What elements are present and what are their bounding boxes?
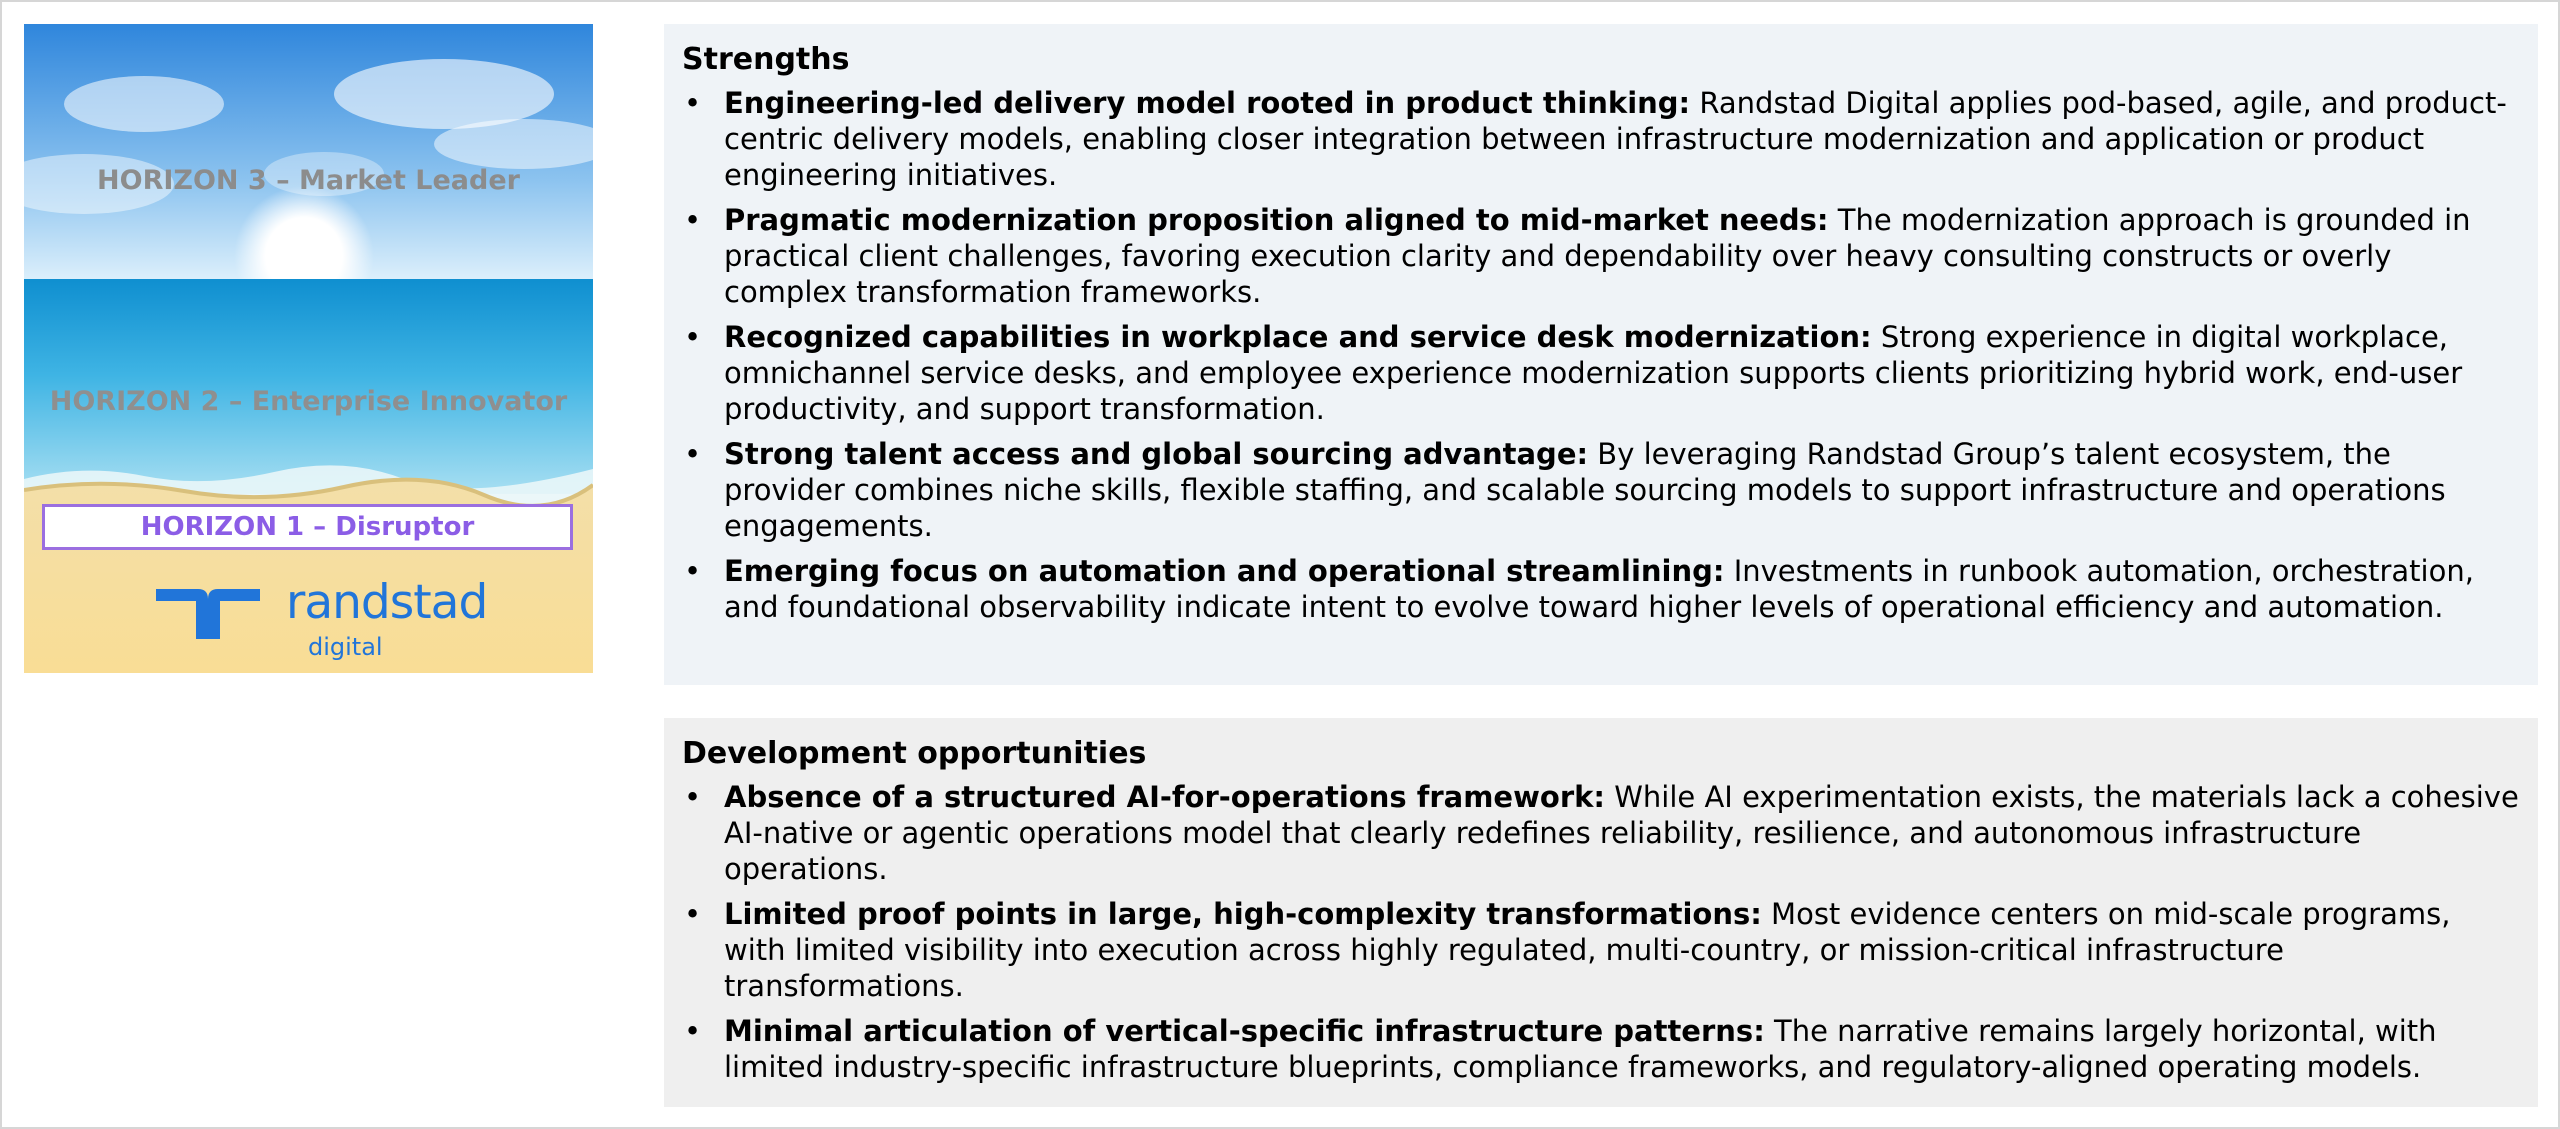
list-item: [682, 436, 2520, 544]
item-heading: Absence of a structured AI-for-operations framework:: [724, 780, 1606, 814]
horizon-graphic: [24, 24, 593, 673]
item-text: Most evidence centers on mid-scale programs, with limited visibility into execution across highly regulated, multi-country, or mission-critical infrastructure transformations.: [724, 897, 2451, 1003]
bullet-icon: •: [684, 897, 702, 931]
development-list: [682, 779, 2520, 1085]
horizon-2-label: HORIZON 2 – Enterprise Innovator: [49, 386, 568, 417]
randstad-logo-mark-icon: [156, 585, 266, 645]
item-text: The narrative remains largely horizontal, with limited industry-specific infrastructure blueprints, compliance frameworks, and regulatory-aligned operating models.: [724, 1014, 2437, 1084]
bullet-icon: •: [684, 437, 702, 471]
item-heading: Emerging focus on automation and operational streamlining:: [724, 554, 1725, 588]
item-text: Investments in runbook automation, orchestration, and foundational observability indicate intent to evolve toward higher levels of operational efficiency and automation.: [724, 554, 2474, 624]
list-item: [682, 319, 2520, 427]
item-heading: Recognized capabilities in workplace and service desk modernization:: [724, 320, 1872, 354]
development-title: Development opportunities: [682, 736, 1147, 771]
development-panel: [664, 718, 2538, 1107]
bullet-icon: •: [684, 554, 702, 588]
logo-wordmark: randstad: [286, 575, 488, 630]
item-heading: Engineering-led delivery model rooted in product thinking:: [724, 86, 1691, 120]
list-item: [682, 1013, 2520, 1085]
item-heading: Pragmatic modernization proposition aligned to mid-market needs:: [724, 203, 1829, 237]
bullet-icon: •: [684, 1014, 702, 1048]
horizon-3-label: HORIZON 3 – Market Leader: [97, 165, 520, 196]
bullet-icon: •: [684, 86, 702, 120]
list-item: [682, 896, 2520, 1004]
bullet-icon: •: [684, 780, 702, 814]
item-text: The modernization approach is grounded in practical client challenges, favoring execution clarity and dependability over heavy consulting constructs or overly complex transformation frameworks.: [724, 203, 2471, 309]
item-heading: Strong talent access and global sourcing advantage:: [724, 437, 1589, 471]
logo-subtext: digital: [308, 633, 383, 661]
bullet-icon: •: [684, 203, 702, 237]
item-text: By leveraging Randstad Group’s talent ecosystem, the provider combines niche skills, flexible staffing, and scalable sourcing models to support infrastructure and operations engagements.: [724, 437, 2446, 543]
item-heading: Minimal articulation of vertical-specific infrastructure patterns:: [724, 1014, 1765, 1048]
item-text: Randstad Digital applies pod-based, agile, and product-centric delivery models, enabling closer integration between infrastructure modernization and application or product engineering initiatives.: [724, 86, 2507, 192]
item-heading: Limited proof points in large, high-complexity transformations:: [724, 897, 1762, 931]
horizon-1-label: HORIZON 1 – Disruptor: [140, 512, 475, 542]
randstad-digital-logo: [156, 575, 488, 667]
list-item: [682, 553, 2520, 625]
strengths-title: Strengths: [682, 42, 850, 77]
horizon-1-highlight-box: [42, 504, 573, 550]
strengths-panel: [664, 24, 2538, 685]
strengths-list: [682, 85, 2520, 625]
item-text: While AI experimentation exists, the materials lack a cohesive AI-native or agentic operations model that clearly redefines reliability, resilience, and autonomous infrastructure operations.: [724, 780, 2519, 886]
list-item: [682, 85, 2520, 193]
item-text: Strong experience in digital workplace, omnichannel service desks, and employee experience modernization supports clients prioritizing hybrid work, end-user productivity, and support transformation.: [724, 320, 2463, 426]
bullet-icon: •: [684, 320, 702, 354]
list-item: [682, 779, 2520, 887]
list-item: [682, 202, 2520, 310]
